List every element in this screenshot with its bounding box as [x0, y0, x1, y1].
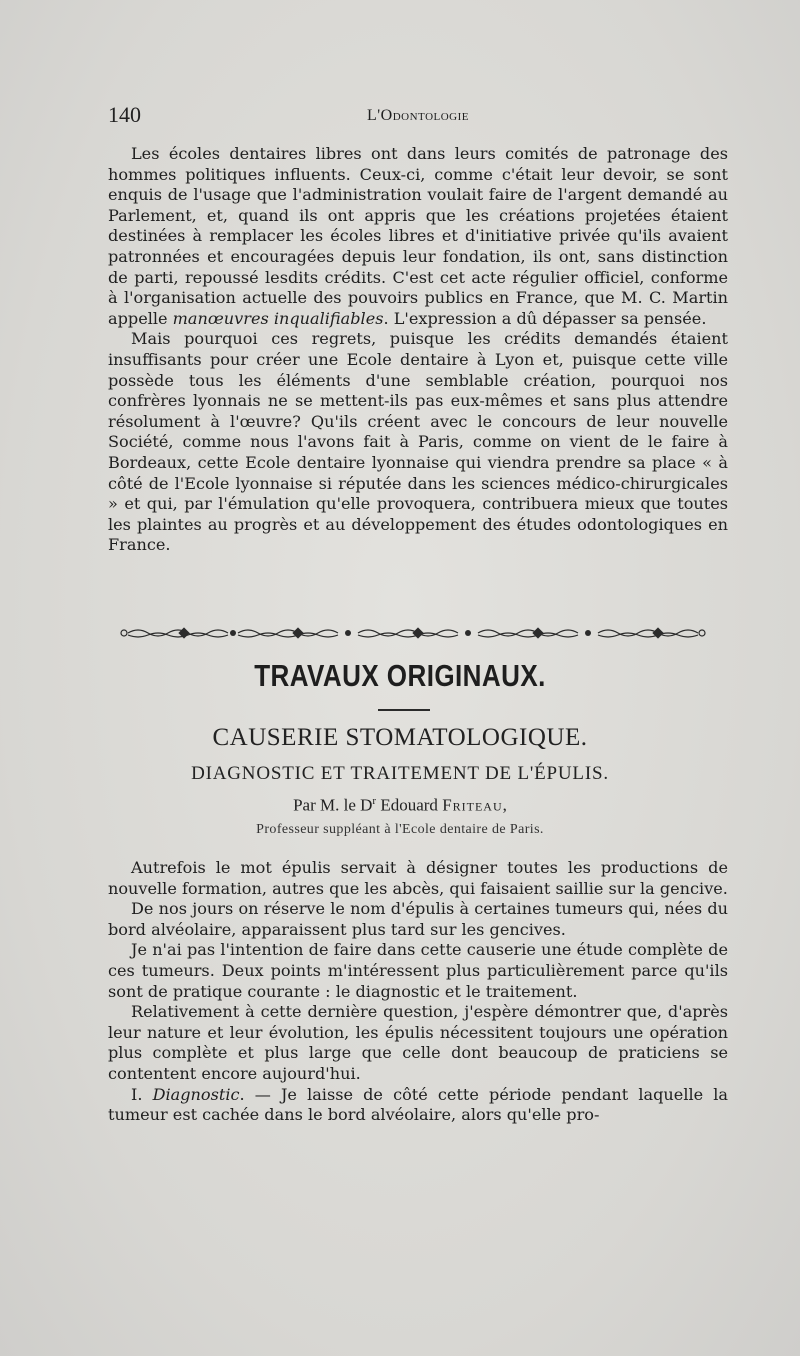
running-head [108, 107, 728, 125]
paragraph: Autrefois le mot épulis servait à désigner toutes les productions de nouvelle formation, autres que les abcès, qui faisaient saillie sur la gencive. [108, 858, 728, 898]
article-text-block [108, 858, 728, 1126]
byline-sup: r [372, 795, 377, 807]
paragraph [108, 144, 728, 329]
article-title: DIAGNOSTIC ET TRAITEMENT DE L'ÉPULIS. [191, 763, 609, 784]
paragraph: Mais pourquoi ces regrets, puisque les crédits demandés étaient insuffisants pour créer une Ecole dentaire à Lyon et, puisque cette ville possède tous les éléments d'une semblable création, pourquoi nos confrères lyonnais ne se mettent-ils pas eux-mêmes et sans plus attendre résolument à l'œuvre? Qu'ils créent avec le concours de leur nouvelle Société, comme nous l'avons fait à Paris, comme on vient de le faire à Bordeaux, cette Ecole dentaire lyonnaise qui viendra prendre sa place « à côté de l'Ecole lyonnaise si réputée dans les sciences médico-chirurgicales » et qui, par l'émulation qu'elle provoquera, contribuera mieux que toutes les plaintes au progrès et au développement des études odontologiques en France. [108, 329, 728, 555]
paragraph-text: Les écoles dentaires libres ont dans leurs comités de patronage des hommes politiques influents. Ceux-ci, comme c'était leur devoir, se sont enquis de l'usage que l'administration voulait faire de l'argent demandé au Parlement, et, quand ils ont appris que les créations projetées étaient destinées à remplacer les écoles libres et d'initiative privée qu'ils avaient patronnées et encouragées depuis leur fondation, ils ont, sans distinction de parti, repoussé lesdits crédits. C'est cet acte régulier officiel, conforme à l'organisation actuelle des pouvoirs publics en France, que M. C. Martin appelle [108, 144, 728, 328]
section-subtitle: CAUSERIE STOMATOLOGIQUE. [212, 724, 588, 751]
decorative-divider [118, 622, 708, 644]
italic-heading: Diagnostic [152, 1084, 240, 1104]
title-rule [378, 709, 430, 711]
byline-prefix: Par M. le D [293, 795, 373, 815]
journal-title: L'Odontologie [367, 107, 469, 124]
upper-text-block [108, 144, 728, 556]
page-number: 140 [108, 102, 141, 127]
paragraph: Je n'ai pas l'intention de faire dans cette causerie une étude complète de ces tumeurs. Deux points m'intéressent plus particulièrement parce qu'ils sont de pratique courante : le diagnostic et le traitement. [108, 940, 728, 1001]
byline-suffix: , [502, 795, 507, 815]
italic-phrase: manœuvres inqualifiables [172, 308, 384, 328]
paragraph [108, 1085, 728, 1126]
author-first-name: Edouard [376, 795, 443, 815]
paragraph-text: . L'expression a dû dépasser sa pensée. [383, 308, 707, 328]
author-affiliation: Professeur suppléant à l'Ecole dentaire de Paris. [256, 822, 544, 837]
page-header [108, 102, 728, 132]
section-title: TRAVAUX ORIGINAUX. [254, 658, 546, 693]
paragraph: De nos jours on réserve le nom d'épulis à certaines tumeurs qui, nées du bord alvéolaire, apparaissent plus tard sur les gencives. [108, 899, 728, 939]
section-number: I. [131, 1084, 153, 1104]
byline [0, 795, 800, 816]
author-surname: Friteau [442, 795, 503, 815]
paragraph: Relativement à cette dernière question, j'espère démontrer que, d'après leur nature et leur évolution, les épulis nécessitent toujours une opération plus complète et plus large que celle dont beaucoup de praticiens se contentent encore aujourd'hui. [108, 1002, 728, 1083]
paragraph-text: . — Je laisse de côté cette période pendant laquelle la tumeur est cachée dans le bord alvéolaire, alors qu'elle pro- [108, 1084, 729, 1125]
